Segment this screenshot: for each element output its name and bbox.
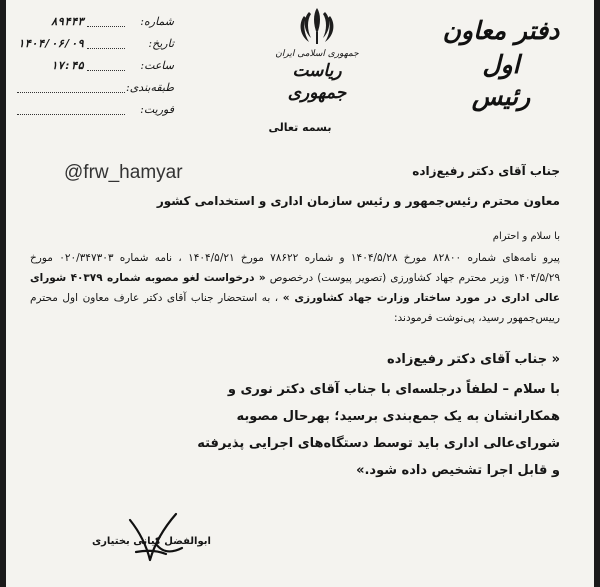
quote-line1: « جناب آقای دکتر رفیع‌زاده	[387, 352, 560, 367]
meta-number-value: ۸۹۴۴۳	[50, 14, 84, 28]
meta-dots	[17, 103, 125, 115]
signer-name: ابوالفضل کیانی بختیاری	[92, 536, 211, 547]
meta-classification-label: طبقه‌بندی:	[125, 80, 174, 94]
meta-time-label: ساعت:	[140, 58, 174, 72]
meta-date-label: تاریخ:	[148, 36, 174, 50]
iran-emblem-icon	[295, 4, 339, 48]
meta-time-value: ۱۷:۴۵	[50, 58, 84, 72]
quote-line2: با سلام – لطفاً درجلسه‌ای با جناب آقای دکتر نوری و	[227, 382, 560, 397]
letter-page	[6, 0, 594, 587]
meta-date-value: ۱۴۰۴/۰۶/۰۹	[17, 36, 84, 50]
meta-date	[14, 32, 174, 54]
body-paragraph	[30, 248, 560, 328]
meta-urgency-label: فوریت:	[140, 102, 174, 116]
meta-dots	[87, 37, 125, 49]
meta-number	[14, 10, 174, 32]
meta-classification	[14, 76, 174, 98]
quote-line5: و قابل اجرا تشخیص داده شود.»	[356, 463, 560, 478]
office-title-line1: دفتر معاون اول	[442, 16, 560, 79]
office-title-line2: رئیس	[471, 82, 531, 111]
meta-urgency	[14, 98, 174, 120]
bismillah: بسمه تعالی	[268, 121, 332, 134]
meta-number-label: شماره:	[140, 14, 174, 28]
office-title	[426, 14, 576, 112]
meta-time	[14, 54, 174, 76]
meta-dots	[87, 59, 125, 71]
body-part2: ، به استحضار جناب آقای دکتر عارف معاون اول محترم رییس‌جمهور رسید، پی‌نوشت فرمودند:	[30, 292, 560, 324]
letterhead-center	[262, 4, 372, 104]
republic-label: جمهوری اسلامی ایران	[275, 49, 359, 59]
body-part1: پیرو نامه‌های شماره ۸۲۸۰۰ مورخ ۱۴۰۴/۵/۲۸ و شماره ۷۸۶۲۲ مورخ ۱۴۰۴/۵/۲۱ ، نامه شماره ۰۲۰/۳۴۷۳۰۳ مورخ ۱۴۰۴/۵/۲۹ وزیر محترم جهاد کشاورزی (تصویر پیوست) درخصوص	[30, 252, 560, 284]
meta-dots	[87, 15, 125, 27]
addressee-title: معاون محترم رئیس‌جمهور و رئیس سازمان اداری و استخدامی کشور	[156, 194, 560, 208]
watermark-handle: @frw_hamyar	[64, 162, 183, 183]
quote-line3: همکارانشان به یک جمع‌بندی برسید؛ بهرحال مصوبه	[236, 409, 560, 424]
meta-dots	[17, 81, 125, 93]
addressee-name: جناب آقای دکتر رفیع‌زاده	[412, 164, 560, 178]
quote-line4: شورای‌عالی اداری باید توسط دستگاه‌های اجرایی پذیرفته	[197, 436, 560, 451]
body-subject: « درخواست لغو مصوبه شماره ۴۰۳۷۹ شورای عالی اداری در مورد ساختار وزارت جهاد کشاورزی »	[30, 272, 561, 304]
letter-meta	[14, 10, 174, 120]
greeting: با سلام و احترام	[492, 231, 560, 242]
presidency-label: ریاست جمهوری	[287, 61, 347, 103]
